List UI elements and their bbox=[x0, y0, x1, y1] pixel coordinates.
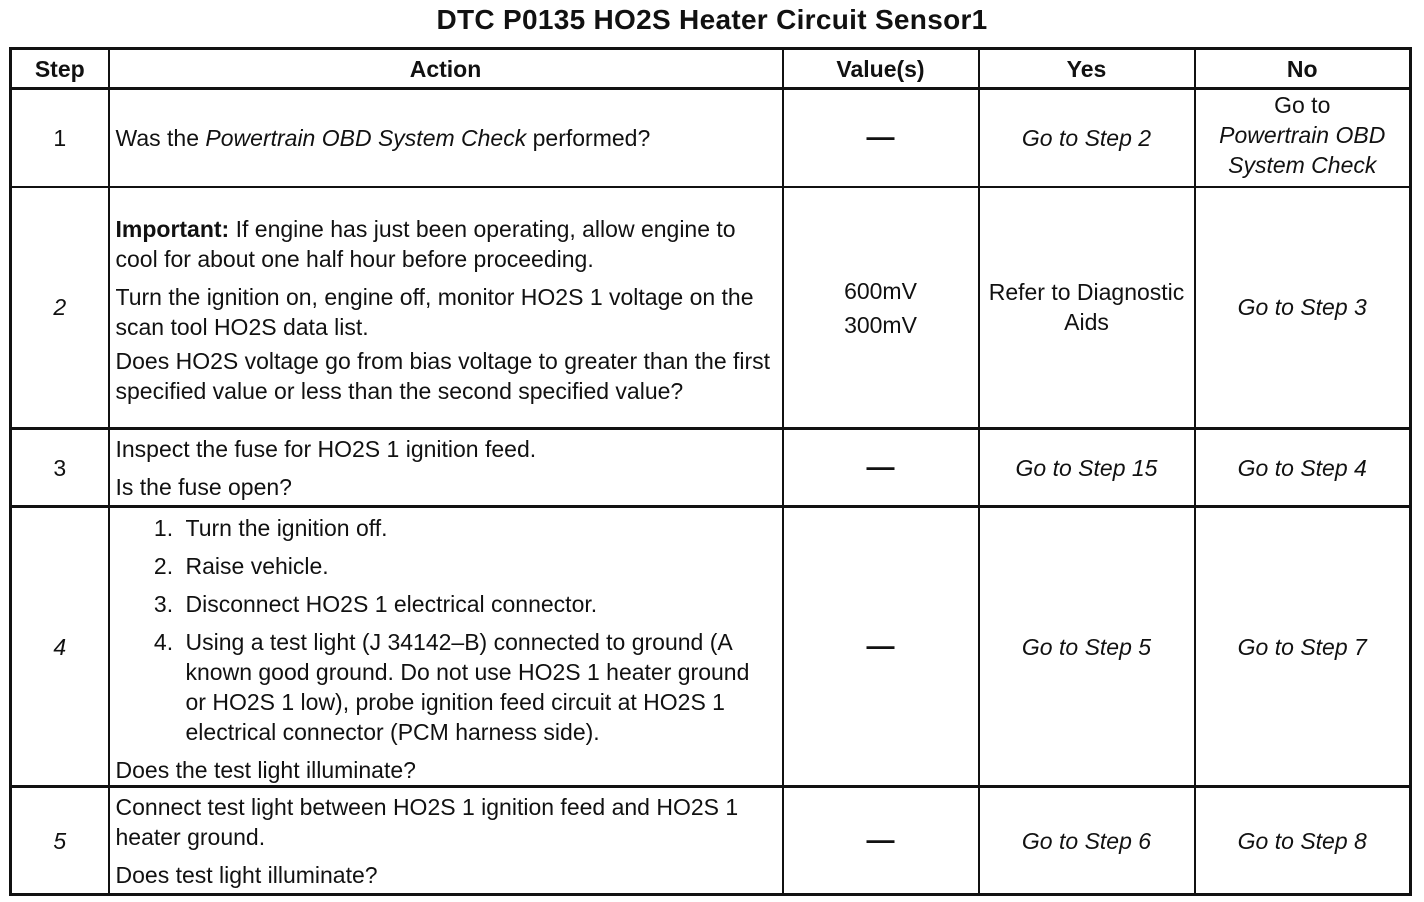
header-no: No bbox=[1195, 49, 1411, 89]
yes-cell: Go to Step 2 bbox=[979, 89, 1195, 187]
header-values: Value(s) bbox=[783, 49, 979, 89]
header-yes: Yes bbox=[979, 49, 1195, 89]
value-dash: — bbox=[866, 630, 895, 661]
yes-cell: Go to Step 15 bbox=[979, 429, 1195, 507]
table-row bbox=[11, 787, 1411, 895]
no-text: Go to bbox=[1274, 92, 1331, 118]
header-row bbox=[11, 49, 1411, 89]
no-cell: Go to Step 8 bbox=[1195, 787, 1411, 895]
header-action: Action bbox=[109, 49, 783, 89]
action-cell bbox=[109, 429, 783, 507]
action-question: Is the fuse open? bbox=[115, 473, 292, 500]
table-row bbox=[11, 89, 1411, 187]
table-row bbox=[11, 507, 1411, 787]
action-paragraph: Inspect the fuse for HO2S 1 ignition feed. bbox=[115, 435, 537, 462]
no-cell bbox=[1195, 89, 1411, 187]
action-question: Does HO2S voltage go from bias voltage to greater than the first specified value or less than the second specified value? bbox=[115, 348, 771, 405]
action-text: performed? bbox=[526, 124, 651, 151]
value-secondary: 300mV bbox=[844, 311, 917, 338]
important-note bbox=[116, 214, 776, 274]
no-reference: Powertrain OBD System Check bbox=[1219, 122, 1386, 178]
value-dash: — bbox=[866, 824, 895, 855]
value-cell bbox=[783, 787, 979, 895]
value-dash: — bbox=[866, 451, 895, 482]
action-paragraph: Connect test light between HO2S 1 ignition feed and HO2S 1 heater ground. bbox=[115, 793, 739, 850]
no-cell: Go to Step 7 bbox=[1195, 507, 1411, 787]
action-cell bbox=[109, 89, 783, 187]
page-title: DTC P0135 HO2S Heater Circuit Sensor1 bbox=[436, 4, 988, 35]
important-text: If engine has just been operating, allow engine to cool for about one half hour before proceeding. bbox=[115, 216, 736, 273]
step-number: 1 bbox=[11, 89, 109, 187]
procedure-step: 4. Using a test light (J 34142–B) connected to ground (A known good ground. Do not use HO2S 1 heater ground or HO2S 1 low), probe ignition feed circuit at HO2S 1 electrical connector (PCM harness side). bbox=[180, 627, 776, 747]
step-number: 5 bbox=[11, 787, 109, 895]
action-cell bbox=[109, 507, 783, 787]
value-cell bbox=[783, 429, 979, 507]
action-question: Does the test light illuminate? bbox=[115, 756, 416, 783]
value-cell bbox=[783, 89, 979, 187]
procedure-list bbox=[116, 513, 776, 747]
value-cell bbox=[783, 187, 979, 429]
table-row bbox=[11, 429, 1411, 507]
procedure-step: 2. Raise vehicle. bbox=[180, 551, 776, 581]
value-dash: — bbox=[866, 121, 895, 153]
action-text: Was the bbox=[115, 124, 206, 151]
procedure-step: 1. Turn the ignition off. bbox=[180, 513, 776, 543]
header-step: Step bbox=[11, 49, 109, 89]
step-number: 3 bbox=[11, 429, 109, 507]
action-cell bbox=[109, 187, 783, 429]
value-cell bbox=[783, 507, 979, 787]
step-number: 4 bbox=[11, 507, 109, 787]
yes-cell: Refer to Diagnostic Aids bbox=[979, 187, 1195, 429]
action-paragraph: Turn the ignition on, engine off, monitor HO2S 1 voltage on the scan tool HO2S data list. bbox=[115, 284, 754, 341]
step-number: 2 bbox=[11, 187, 109, 429]
table-row bbox=[11, 187, 1411, 429]
yes-cell: Go to Step 5 bbox=[979, 507, 1195, 787]
value-primary: 600mV bbox=[844, 277, 917, 304]
yes-cell: Go to Step 6 bbox=[979, 787, 1195, 895]
procedure-step: 3. Disconnect HO2S 1 electrical connector. bbox=[180, 589, 776, 619]
action-cell bbox=[109, 787, 783, 895]
important-label: Important: bbox=[115, 216, 230, 243]
diagnostic-table bbox=[9, 47, 1412, 896]
action-reference: Powertrain OBD System Check bbox=[205, 124, 527, 151]
no-cell: Go to Step 4 bbox=[1195, 429, 1411, 507]
no-cell: Go to Step 3 bbox=[1195, 187, 1411, 429]
action-question: Does test light illuminate? bbox=[115, 861, 378, 888]
